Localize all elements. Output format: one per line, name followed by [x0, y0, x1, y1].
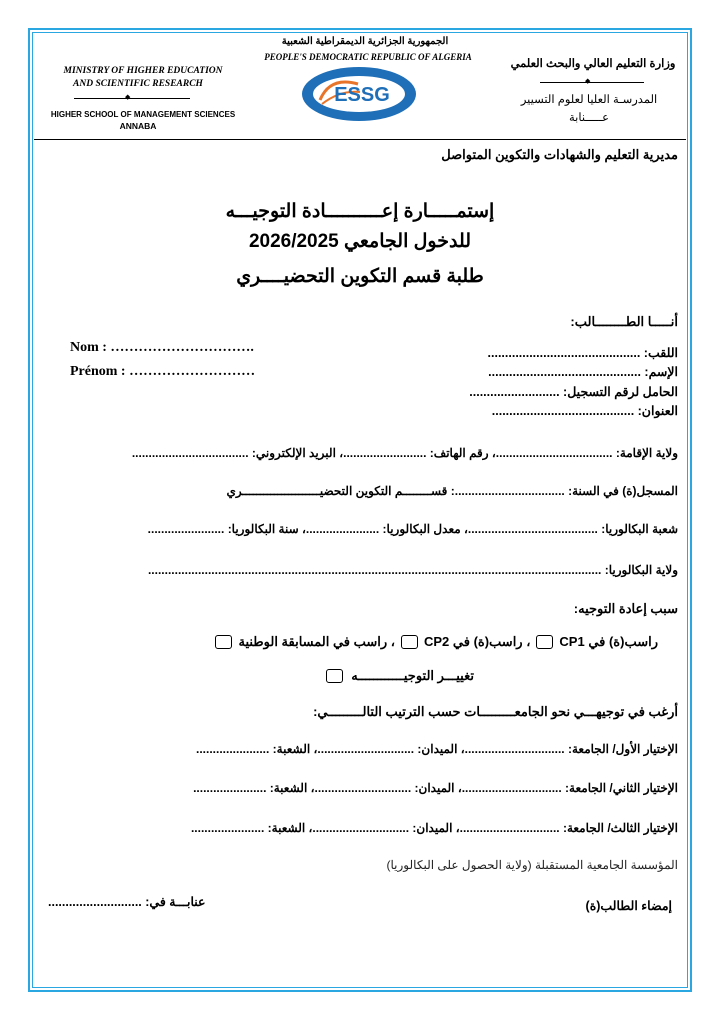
registration-field[interactable]: الحامل لرقم التسجيل: ..........................: [469, 385, 678, 399]
reason-change-label: تغييـــر التوجيــــــــــــه: [351, 668, 474, 683]
ministry-ar: وزارة التعليم العالي والبحث العلمي: [510, 58, 676, 70]
ministry-en-line2: AND SCIENTIFIC RESEARCH: [73, 79, 203, 89]
student-heading: أنـــــا الطــــــــالب:: [570, 314, 678, 329]
republic-ar: الجمهورية الجزائرية الديمقراطية الشعبية: [281, 36, 449, 47]
logo-text: ESSG: [334, 84, 390, 106]
choice-2[interactable]: الإختيار الثاني/ الجامعة: ..............................، الميدان: .............................، الشعبة: ......................: [193, 781, 678, 795]
preference-heading: أرغب في توجيهـــي نحو الجامعـــــــــات حسب الترتيب التالـــــــــي:: [313, 704, 678, 719]
republic-en: PEOPLE'S DEMOCRATIC REPUBLIC OF ALGERIA: [264, 52, 472, 62]
institution-note: المؤسسة الجامعية المستقبلة (ولاية الحصول على البكالوريا): [386, 858, 678, 872]
school-en: HIGHER SCHOOL OF MANAGEMENT SCIENCES: [50, 110, 236, 119]
divider-left: [74, 98, 190, 99]
divider-right-diamond: ◆: [585, 77, 591, 85]
title-line2: للدخول الجامعي 2026/2025: [248, 231, 472, 252]
city-ar: عـــــنابة: [568, 112, 610, 124]
choice-1[interactable]: الإختيار الأول/ الجامعة: ..............................، الميدان: .............................، الشعبة: ......................: [195, 742, 678, 756]
reason-national-checkbox[interactable]: [215, 635, 232, 649]
bac-line[interactable]: شعبة البكالوريا: .......................................، معدل البكالوريا: ......................، سنة البكالوريا: .......................: [147, 522, 678, 536]
school-ar: المدرسـة العليا لعلوم التسيير: [520, 94, 658, 106]
choice-3[interactable]: الإختيار الثالث/ الجامعة: ..............................، الميدان: .............................، الشعبة: ......................: [190, 821, 678, 835]
divider-left-diamond: ◆: [125, 93, 131, 101]
title-line3: طلبة قسم التكوين التحضيــــري: [236, 266, 484, 287]
prenom-field[interactable]: Prénom : ………………………: [70, 364, 256, 379]
ism-field[interactable]: الإسم: ............................................: [488, 365, 678, 379]
reason-change-checkbox[interactable]: [326, 669, 343, 683]
signature-label: إمضاء الطالب(ة): [585, 899, 672, 913]
reason-cp2-label: ، راسب(ة) في CP2: [424, 634, 531, 649]
place-date-field[interactable]: عنابـــة في: ...........................: [48, 895, 206, 909]
reason-cp2-checkbox[interactable]: [401, 635, 418, 649]
registered-line[interactable]: المسجل(ة) في السنة: .................................: قســــــــم التكوين التحضيــــــــــــــــــــــري: [226, 484, 678, 498]
ministry-en-line1: MINISTRY OF HIGHER EDUCATION: [63, 66, 223, 76]
reason-cp1-label: راسب(ة) في CP1: [559, 634, 658, 649]
directorate-ar: مديرية التعليم والشهادات والتكوين المتواصل: [441, 147, 678, 162]
nom-field[interactable]: Nom : ………………………….: [70, 340, 254, 355]
city-en: ANNABA: [119, 121, 157, 131]
bac-state-line[interactable]: ولاية البكالوريا: ........................................................................................................................................: [147, 563, 678, 577]
essg-logo: [300, 66, 418, 122]
reason-options: [215, 634, 658, 650]
reason-cp1-checkbox[interactable]: [536, 635, 553, 649]
page-border-inner: [32, 32, 688, 988]
header-separator: [34, 139, 686, 140]
reason-heading: سبب إعادة التوجيه:: [573, 601, 678, 616]
divider-right: [540, 82, 644, 83]
reason-national-label: ، راسب في المسابقة الوطنية: [238, 634, 395, 649]
address-field[interactable]: العنوان: .........................................: [491, 404, 678, 418]
title-line1: إستمـــــارة إعــــــــــادة التوجيـــه: [225, 201, 495, 222]
laqab-field[interactable]: اللقب: ............................................: [487, 346, 678, 360]
residence-line[interactable]: ولاية الإقامة: ...................................، رقم الهاتف: .........................، البريد الإلكتروني: ...................................: [131, 446, 678, 460]
reason-change: [326, 668, 474, 684]
